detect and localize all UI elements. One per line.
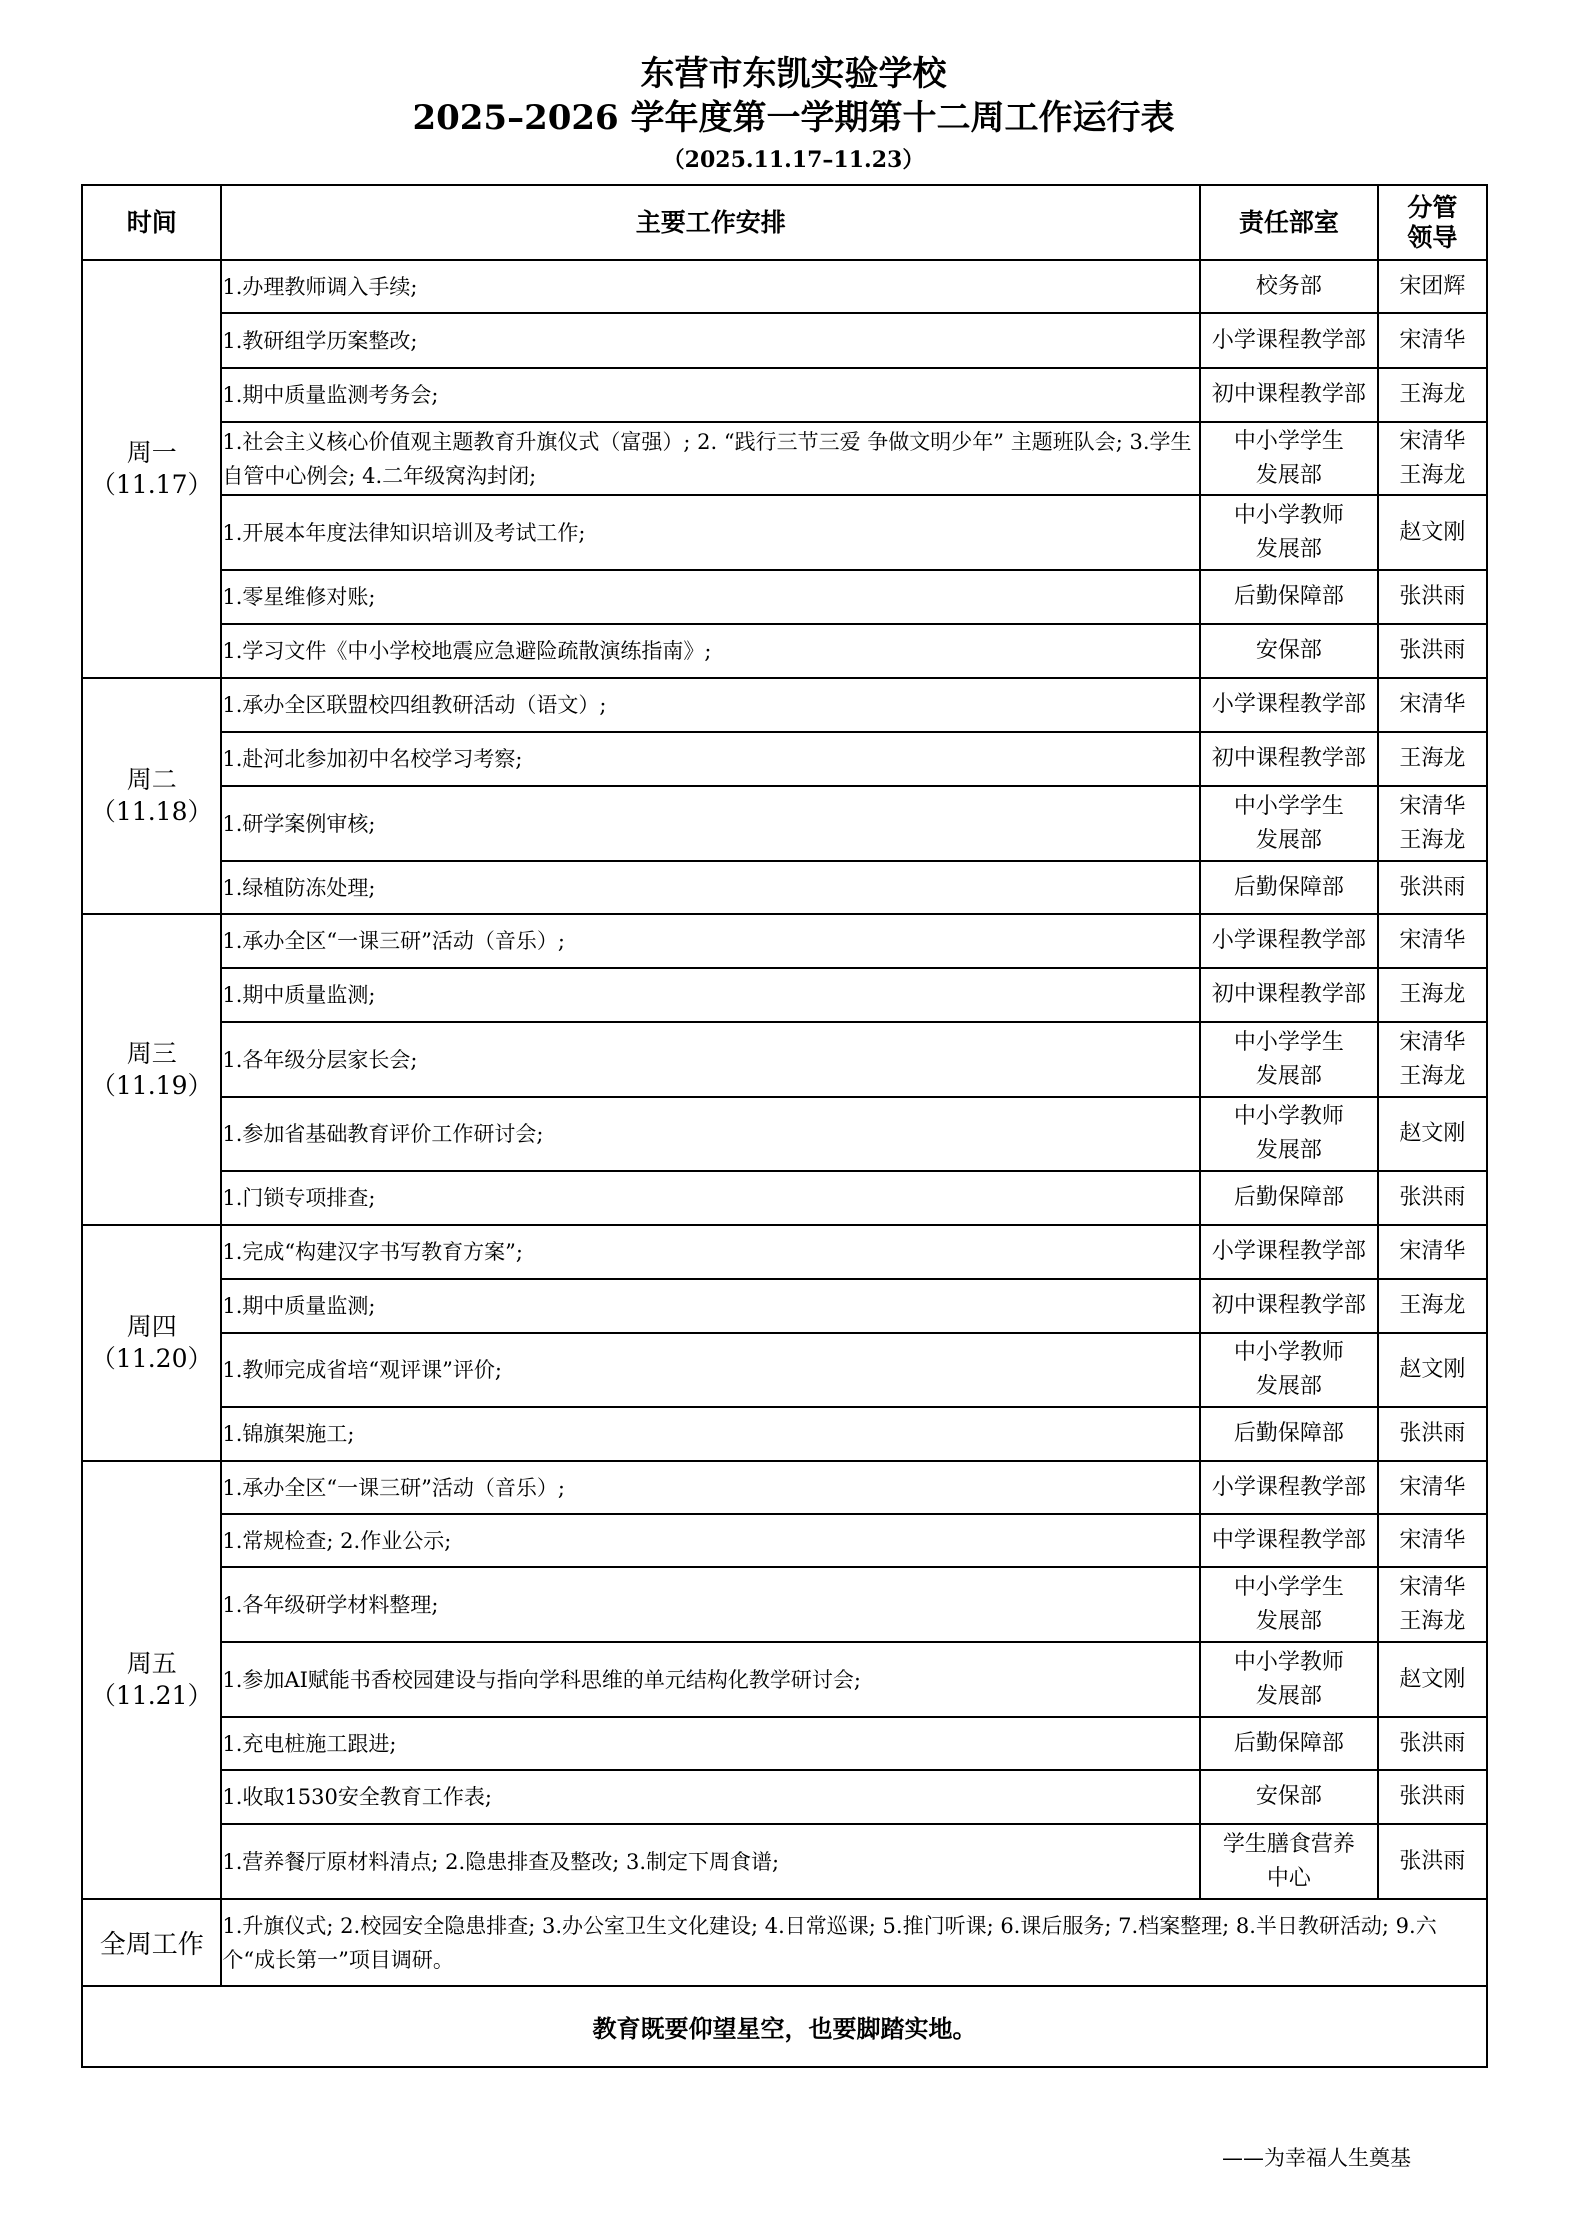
department-cell	[1200, 313, 1378, 368]
department-name: 后勤保障部	[1233, 1185, 1344, 1210]
department-cell	[1200, 624, 1378, 678]
day-name: 周二	[126, 765, 177, 794]
leader-cell	[1378, 1097, 1487, 1171]
department-name: 发展部	[1255, 1138, 1322, 1163]
department-name: 小学课程教学部	[1211, 327, 1366, 353]
table-row	[82, 260, 1487, 313]
task-cell: 1.承办全区联盟校四组教研活动（语文）;	[221, 678, 1200, 732]
department-name: 后勤保障部	[1233, 874, 1344, 900]
day-date: （11.21）	[90, 1681, 213, 1710]
leader-name: 王海龙	[1399, 1608, 1466, 1634]
department-cell	[1200, 1225, 1378, 1279]
leader-name: 张洪雨	[1399, 1848, 1466, 1874]
department-cell	[1200, 1407, 1378, 1461]
department-cell	[1200, 914, 1378, 968]
department-name: 小学课程教学部	[1211, 692, 1366, 717]
leader-cell	[1378, 422, 1487, 495]
table-row	[82, 570, 1487, 624]
department-cell	[1200, 1824, 1378, 1899]
department-name: 中小学学生	[1233, 428, 1344, 454]
leader-name: 王海龙	[1399, 982, 1466, 1007]
department-name: 中小学学生	[1233, 1574, 1344, 1600]
task-cell: 1.各年级分层家长会;	[221, 1022, 1200, 1097]
all-week-tasks: 1.升旗仪式; 2.校园安全隐患排查; 3.办公室卫生文化建设; 4.日常巡课; 5.推门听课; 6.课后服务; 7.档案整理; 8.半日教研活动; 9.六个“成长第一”项目调研。	[221, 1899, 1487, 1986]
department-name: 中学课程教学部	[1211, 1527, 1366, 1553]
leader-cell	[1378, 1225, 1487, 1279]
task-cell: 1.期中质量监测;	[221, 1279, 1200, 1333]
day-cell	[82, 1225, 221, 1461]
task-cell: 1.常规检查; 2.作业公示;	[221, 1514, 1200, 1567]
leader-name: 赵文刚	[1399, 1357, 1466, 1382]
leader-name: 宋清华	[1399, 1527, 1466, 1553]
department-cell	[1200, 1717, 1378, 1770]
department-cell	[1200, 1567, 1378, 1642]
leader-name: 宋清华	[1399, 1239, 1466, 1264]
department-name: 发展部	[1255, 1683, 1322, 1709]
task-cell: 1.办理教师调入手续;	[221, 260, 1200, 313]
department-name: 发展部	[1255, 827, 1322, 853]
leader-name: 王海龙	[1399, 462, 1466, 488]
leader-name: 王海龙	[1399, 1063, 1466, 1089]
leader-name: 赵文刚	[1399, 519, 1466, 545]
leader-cell	[1378, 678, 1487, 732]
department-name: 安保部	[1255, 638, 1322, 663]
column-header-department: 责任部室	[1200, 185, 1378, 260]
leader-cell	[1378, 1407, 1487, 1461]
leader-name: 赵文刚	[1399, 1121, 1466, 1146]
department-name: 后勤保障部	[1233, 1730, 1344, 1756]
day-date: （11.20）	[90, 1344, 213, 1373]
leader-name: 张洪雨	[1399, 1421, 1466, 1446]
day-cell	[82, 678, 221, 914]
task-cell: 1.参加省基础教育评价工作研讨会;	[221, 1097, 1200, 1171]
department-cell	[1200, 968, 1378, 1022]
leader-name: 宋清华	[1399, 1474, 1466, 1500]
department-name: 安保部	[1255, 1784, 1322, 1809]
department-name: 校务部	[1255, 273, 1322, 299]
all-week-label: 全周工作	[82, 1899, 221, 1986]
table-row	[82, 678, 1487, 732]
table-row	[82, 1567, 1487, 1642]
day-date: （11.19）	[90, 1070, 213, 1100]
task-cell: 1.期中质量监测;	[221, 968, 1200, 1022]
leader-cell	[1378, 1461, 1487, 1514]
day-name: 周五	[126, 1649, 177, 1678]
table-row	[82, 786, 1487, 861]
day-date: （11.18）	[90, 797, 213, 826]
task-cell: 1.营养餐厅原材料清点; 2.隐患排查及整改; 3.制定下周食谱;	[221, 1824, 1200, 1899]
task-cell: 1.零星维修对账;	[221, 570, 1200, 624]
department-cell	[1200, 422, 1378, 495]
column-header-time: 时间	[82, 185, 221, 260]
department-cell	[1200, 1770, 1378, 1824]
department-name: 发展部	[1255, 462, 1322, 488]
department-cell	[1200, 570, 1378, 624]
column-header-leader	[1378, 185, 1487, 260]
leader-name: 王海龙	[1399, 827, 1466, 853]
schedule-table	[81, 184, 1488, 2068]
department-cell	[1200, 1461, 1378, 1514]
department-name: 后勤保障部	[1233, 584, 1344, 609]
leader-name: 宋清华	[1399, 1574, 1466, 1600]
department-name: 初中课程教学部	[1211, 1293, 1366, 1318]
table-row	[82, 1642, 1487, 1717]
leader-name: 张洪雨	[1399, 638, 1466, 663]
table-row	[82, 732, 1487, 786]
leader-name: 张洪雨	[1399, 1784, 1466, 1809]
leader-cell	[1378, 570, 1487, 624]
leader-cell	[1378, 1171, 1487, 1225]
task-cell: 1.绿植防冻处理;	[221, 861, 1200, 914]
table-row	[82, 368, 1487, 422]
task-cell: 1.学习文件《中小学校地震应急避险疏散演练指南》;	[221, 624, 1200, 678]
department-cell	[1200, 1642, 1378, 1717]
table-row	[82, 1717, 1487, 1770]
department-name: 中小学教师	[1233, 1340, 1344, 1365]
department-cell	[1200, 1333, 1378, 1407]
leader-name: 张洪雨	[1399, 1730, 1466, 1756]
task-cell: 1.赴河北参加初中名校学习考察;	[221, 732, 1200, 786]
document-title: 2025–2026 学年度第一学期第十二周工作运行表	[412, 98, 1175, 138]
schedule-body	[82, 260, 1487, 1899]
department-name: 小学课程教学部	[1211, 1474, 1366, 1500]
department-cell	[1200, 1022, 1378, 1097]
leader-name: 宋清华	[1399, 327, 1466, 353]
department-cell	[1200, 368, 1378, 422]
department-cell	[1200, 1171, 1378, 1225]
leader-cell	[1378, 1770, 1487, 1824]
department-name: 学生膳食营养	[1222, 1831, 1355, 1857]
day-name: 周四	[126, 1312, 177, 1341]
task-cell: 1.锦旗架施工;	[221, 1407, 1200, 1461]
leader-name: 王海龙	[1399, 746, 1466, 771]
department-cell	[1200, 786, 1378, 861]
leader-cell	[1378, 968, 1487, 1022]
department-cell	[1200, 1097, 1378, 1171]
department-name: 中小学学生	[1233, 1029, 1344, 1055]
leader-name: 宋清华	[1399, 692, 1466, 717]
day-cell	[82, 260, 221, 678]
table-row	[82, 1514, 1487, 1567]
department-name: 中小学教师	[1233, 1104, 1344, 1129]
leader-name: 张洪雨	[1399, 874, 1466, 900]
leader-name: 王海龙	[1399, 382, 1466, 407]
leader-name: 宋团辉	[1399, 273, 1466, 299]
leader-cell	[1378, 1333, 1487, 1407]
leader-cell	[1378, 1279, 1487, 1333]
table-header-row	[82, 185, 1487, 260]
department-cell	[1200, 260, 1378, 313]
task-cell: 1.社会主义核心价值观主题教育升旗仪式（富强）; 2. “践行三节三爱 争做文明少年” 主题班队会; 3.学生自管中心例会; 4.二年级窝沟封闭;	[221, 422, 1200, 495]
table-row	[82, 1097, 1487, 1171]
column-header-tasks: 主要工作安排	[221, 185, 1200, 260]
leader-header-line: 分管	[1407, 192, 1458, 222]
table-row	[82, 1333, 1487, 1407]
day-name: 周一	[126, 438, 177, 467]
table-row	[82, 1770, 1487, 1824]
leader-name: 张洪雨	[1399, 584, 1466, 609]
table-row	[82, 422, 1487, 495]
department-name: 发展部	[1255, 1374, 1322, 1399]
leader-cell	[1378, 732, 1487, 786]
leader-cell	[1378, 1824, 1487, 1899]
task-cell: 1.各年级研学材料整理;	[221, 1567, 1200, 1642]
department-name: 小学课程教学部	[1211, 1239, 1366, 1264]
department-name: 发展部	[1255, 1063, 1322, 1089]
task-cell: 1.承办全区“一课三研”活动（音乐）;	[221, 1461, 1200, 1514]
leader-name: 宋清华	[1399, 428, 1466, 454]
department-name: 中小学教师	[1233, 1649, 1344, 1675]
department-name: 中小学教师	[1233, 502, 1344, 528]
department-name: 小学课程教学部	[1211, 928, 1366, 953]
leader-name: 宋清华	[1399, 1029, 1466, 1055]
table-row	[82, 861, 1487, 914]
leader-header-line: 领导	[1407, 222, 1458, 252]
table-row	[82, 1461, 1487, 1514]
leader-cell	[1378, 313, 1487, 368]
leader-name: 张洪雨	[1399, 1185, 1466, 1210]
task-cell: 1.期中质量监测考务会;	[221, 368, 1200, 422]
department-cell	[1200, 861, 1378, 914]
table-row	[82, 1171, 1487, 1225]
department-name: 初中课程教学部	[1211, 982, 1366, 1007]
department-name: 初中课程教学部	[1211, 382, 1366, 407]
department-name: 初中课程教学部	[1211, 746, 1366, 771]
leader-cell	[1378, 260, 1487, 313]
department-name: 发展部	[1255, 536, 1322, 562]
table-row	[82, 624, 1487, 678]
leader-name: 宋清华	[1399, 928, 1466, 953]
department-cell	[1200, 1279, 1378, 1333]
motto: 教育既要仰望星空，也要脚踏实地。	[82, 1986, 1487, 2067]
task-cell: 1.充电桩施工跟进;	[221, 1717, 1200, 1770]
table-row	[82, 1279, 1487, 1333]
leader-cell	[1378, 1022, 1487, 1097]
department-name: 中心	[1266, 1865, 1311, 1891]
table-row	[82, 313, 1487, 368]
department-cell	[1200, 732, 1378, 786]
all-week-row	[82, 1899, 1487, 1986]
leader-name: 宋清华	[1399, 793, 1466, 819]
leader-name: 赵文刚	[1399, 1666, 1466, 1692]
date-range: （2025.11.17–11.23）	[662, 147, 925, 173]
day-name: 周三	[126, 1038, 177, 1068]
table-row	[82, 1824, 1487, 1899]
task-cell: 1.教研组学历案整改;	[221, 313, 1200, 368]
department-cell	[1200, 678, 1378, 732]
day-date: （11.17）	[90, 470, 213, 499]
leader-cell	[1378, 624, 1487, 678]
table-row	[82, 1022, 1487, 1097]
table-row	[82, 495, 1487, 570]
leader-cell	[1378, 1514, 1487, 1567]
day-cell	[82, 914, 221, 1225]
department-cell	[1200, 1514, 1378, 1567]
leader-cell	[1378, 786, 1487, 861]
motto-row	[82, 1986, 1487, 2067]
department-name: 发展部	[1255, 1608, 1322, 1634]
department-name: 中小学学生	[1233, 793, 1344, 819]
day-cell	[82, 1461, 221, 1899]
table-row	[82, 1407, 1487, 1461]
school-name: 东营市东凯实验学校	[640, 54, 947, 94]
task-cell: 1.完成“构建汉字书写教育方案”;	[221, 1225, 1200, 1279]
task-cell: 1.开展本年度法律知识培训及考试工作;	[221, 495, 1200, 570]
leader-name: 王海龙	[1399, 1293, 1466, 1318]
task-cell: 1.承办全区“一课三研”活动（音乐）;	[221, 914, 1200, 968]
leader-cell	[1378, 368, 1487, 422]
department-name: 后勤保障部	[1233, 1421, 1344, 1446]
task-cell: 1.研学案例审核;	[221, 786, 1200, 861]
table-row	[82, 1225, 1487, 1279]
task-cell: 1.参加AI赋能书香校园建设与指向学科思维的单元结构化教学研讨会;	[221, 1642, 1200, 1717]
leader-cell	[1378, 1642, 1487, 1717]
leader-cell	[1378, 1567, 1487, 1642]
footer-slogan: ——为幸福人生奠基	[1222, 2146, 1411, 2170]
leader-cell	[1378, 1717, 1487, 1770]
leader-cell	[1378, 495, 1487, 570]
task-cell: 1.门锁专项排查;	[221, 1171, 1200, 1225]
task-cell: 1.教师完成省培“观评课”评价;	[221, 1333, 1200, 1407]
department-cell	[1200, 495, 1378, 570]
leader-cell	[1378, 914, 1487, 968]
leader-cell	[1378, 861, 1487, 914]
table-row	[82, 914, 1487, 968]
task-cell: 1.收取1530安全教育工作表;	[221, 1770, 1200, 1824]
table-row	[82, 968, 1487, 1022]
